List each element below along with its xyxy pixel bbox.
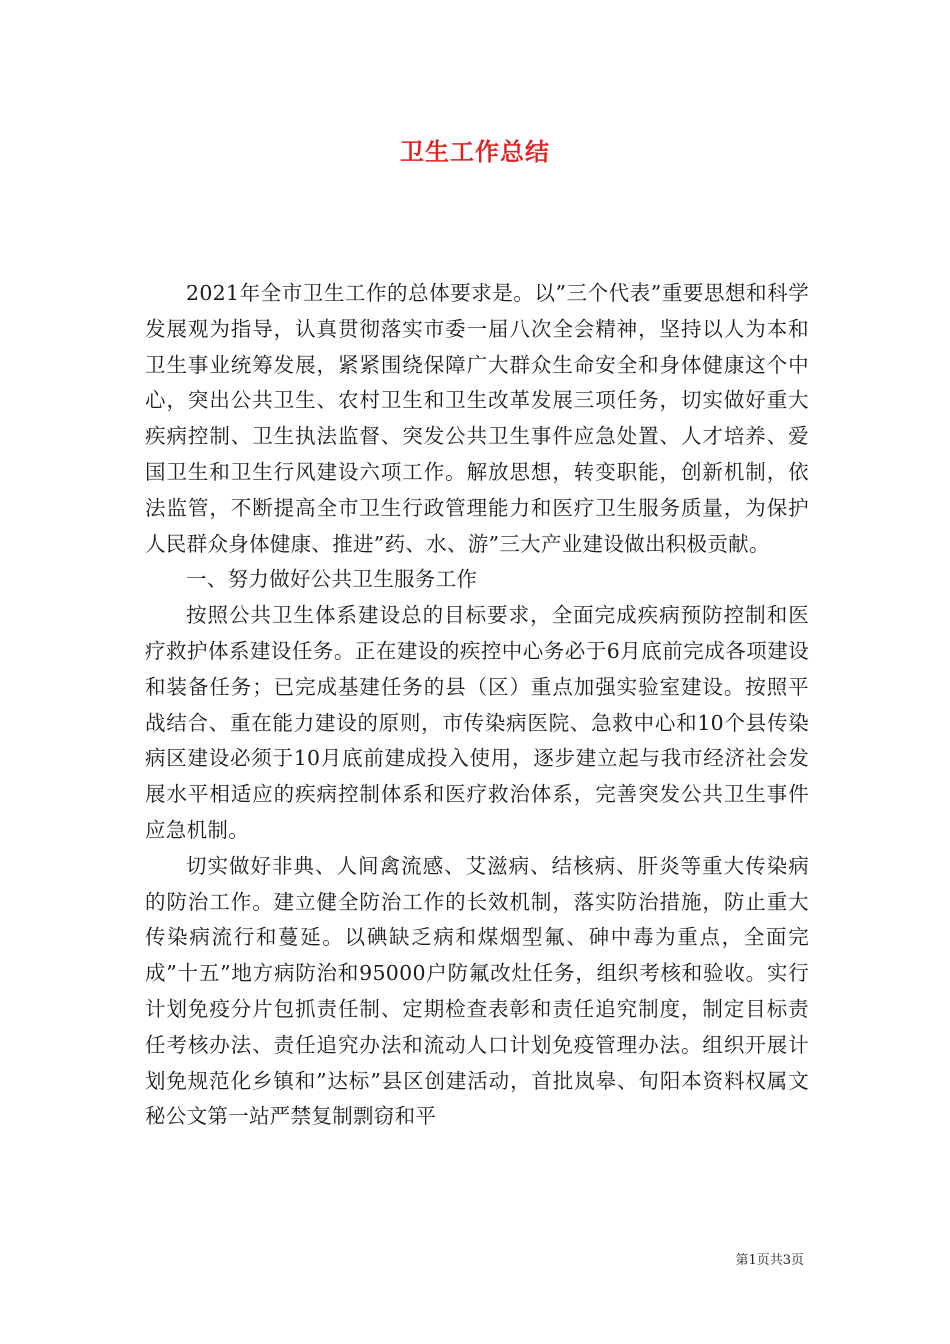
page-number: 第1页共3页 (735, 1253, 804, 1268)
section-heading: 一、努力做好公共卫生服务工作 (186, 567, 478, 592)
paragraph-disease-prevention: 切实做好非典、人间禽流感、艾滋病、结核病、肝炎等重大传染病的防治工作。建立健全防治工作的长效机制，落实防治措施，防止重大传染病流行和蔓延。以碘缺乏病和煤烟型氟、砷中毒为重点，全面完成”十五”地方病防治和95000户防氟改灶任务，组织考核和验收。实行计划免疫分片包抓责任制、定期检查表彰和责任追究制度，制定目标责任考核办法、责任追究办法和流动人口计划免疫管理办法。组织开展计划免规范化乡镇和”达标”县区创建活动，首批岚皋、旬阳本资料权属文秘公文第一站严禁复制剽窃和平 (145, 853, 809, 1129)
paragraph-intro: 2021年全市卫生工作的总体要求是。以”三个代表”重要思想和科学发展观为指导，认真贯彻落实市委一届八次全会精神，坚持以人为本和卫生事业统筹发展，紧紧围绕保障广大群众生命安全和身体健康这个中心，突出公共卫生、农村卫生和卫生改革发展三项任务，切实做好重大疾病控制、卫生执法监督、突发公共卫生事件应急处置、人才培养、爱国卫生和卫生行风建设六项工作。解放思想，转变职能，创新机制，依法监管，不断提高全市卫生行政管理能力和医疗卫生服务质量，为保护人民群众身体健康、推进”药、水、游”三大产业建设做出积极贡献。 (145, 281, 809, 556)
paragraph-system-construction: 按照公共卫生体系建设总的目标要求，全面完成疾病预防控制和医疗救护体系建设任务。正在建设的疾控中心务必于6月底前完成各项建设和装备任务；已完成基建任务的县（区）重点加强实验室建设。按照平战结合、重在能力建设的原则，市传染病医院、急救中心和10个县传染病区建设必须于10月底前建成投入使用，逐步建立起与我市经济社会发展水平相适应的疾病控制体系和医疗救治体系，完善突发公共卫生事件应急机制。 (145, 603, 809, 842)
document-title: 卫生工作总结 (400, 138, 550, 166)
document-body (145, 276, 809, 1135)
